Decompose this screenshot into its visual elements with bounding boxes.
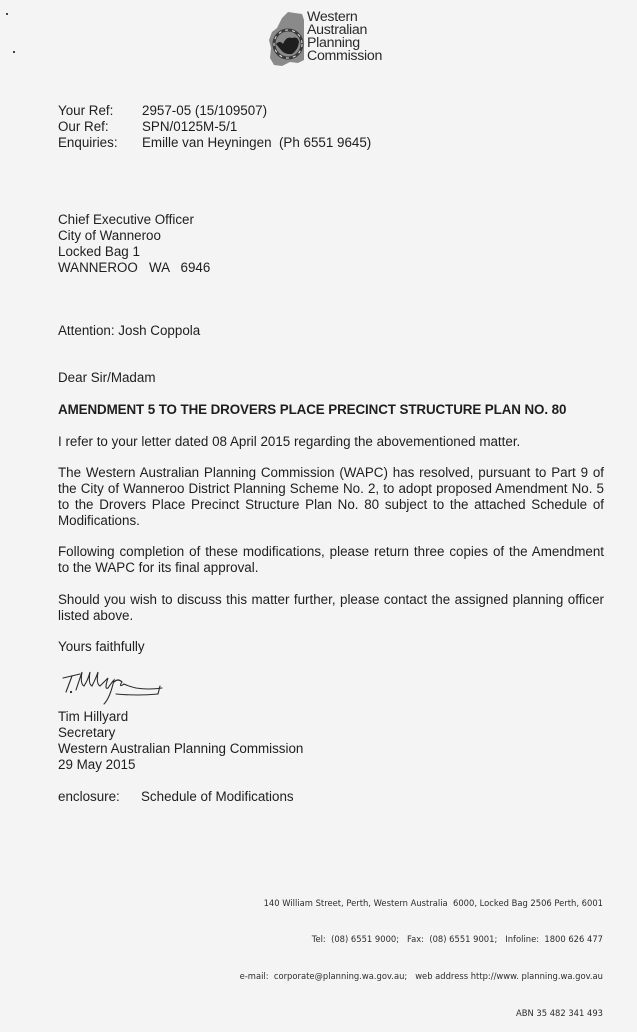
recipient-address (58, 212, 210, 276)
signatory-name: Tim Hillyard (58, 709, 129, 724)
enclosure-label: enclosure: (58, 789, 120, 804)
signatory-title: Secretary (58, 725, 116, 740)
ref-value: Emille van Heyningen (Ph 6551 9645) (142, 135, 372, 150)
org-name (307, 11, 382, 63)
salutation: Dear Sir/Madam (58, 370, 156, 385)
address-line: Chief Executive Officer (58, 212, 194, 227)
wa-map-emblem-icon (268, 10, 310, 68)
wapc-logo (268, 10, 398, 68)
our-ref-row (58, 119, 371, 135)
attention-line: Attention: Josh Coppola (58, 323, 201, 338)
org-name-line: Planning (307, 35, 360, 51)
signatory-organisation: Western Australian Planning Commission (58, 741, 304, 756)
footer-address: 140 William Street, Perth, Western Australia 6000, Locked Bag 2506 Perth, 6001 (263, 897, 603, 908)
org-name-line: Australian (307, 22, 368, 38)
address-line: Locked Bag 1 (58, 244, 140, 259)
ref-label: Our Ref: (58, 119, 109, 134)
closing: Yours faithfully (58, 639, 145, 654)
footer-email-web: e-mail: corporate@planning.wa.gov.au; web address http://www. planning.wa.gov.au (239, 971, 603, 982)
reference-block (58, 103, 371, 151)
enquiries-row (58, 135, 371, 151)
org-name-line: Commission (307, 48, 383, 64)
footer-contact-block (240, 872, 603, 1032)
footer-abn: ABN 35 482 341 493 (515, 1008, 603, 1019)
ref-label: Your Ref: (58, 103, 114, 118)
letter-date: 29 May 2015 (58, 757, 136, 772)
signatory-block (58, 709, 303, 773)
footer-phone: Tel: (08) 6551 9000; Fax: (08) 6551 9001; Infoline: 1800 626 477 (311, 934, 603, 945)
ref-value: SPN/0125M-5/1 (142, 119, 238, 134)
enclosure-value: Schedule of Modifications (141, 789, 294, 804)
address-line: City of Wanneroo (58, 228, 161, 243)
scan-speck (6, 13, 8, 15)
ref-value: 2957-05 (15/109507) (142, 103, 268, 118)
body-paragraph: Following completion of these modifications, please return three copies of the Amendment to the WAPC for its final approval. (58, 544, 604, 575)
enclosure-line (58, 789, 294, 805)
signature-image (58, 668, 168, 708)
body-paragraph: I refer to your letter dated 08 April 2015 regarding the abovementioned matter. (58, 434, 521, 449)
scan-speck (13, 51, 15, 53)
address-line: WANNEROO WA 6946 (58, 260, 211, 275)
body-paragraph: Should you wish to discuss this matter further, please contact the assigned planning officer listed above. (58, 592, 604, 623)
org-name-line: Western (307, 9, 358, 25)
body-paragraph: The Western Australian Planning Commission (WAPC) has resolved, pursuant to Part 9 of the City of Wanneroo District Planning Scheme No. 2, to adopt proposed Amendment No. 5 to the Drovers Place Precinct Structure Plan No. 80 subject to the attached Schedule of Modifications. (58, 465, 604, 528)
your-ref-row (58, 103, 371, 119)
subject-heading: AMENDMENT 5 TO THE DROVERS PLACE PRECINCT STRUCTURE PLAN NO. 80 (58, 402, 567, 417)
ref-label: Enquiries: (58, 135, 118, 150)
